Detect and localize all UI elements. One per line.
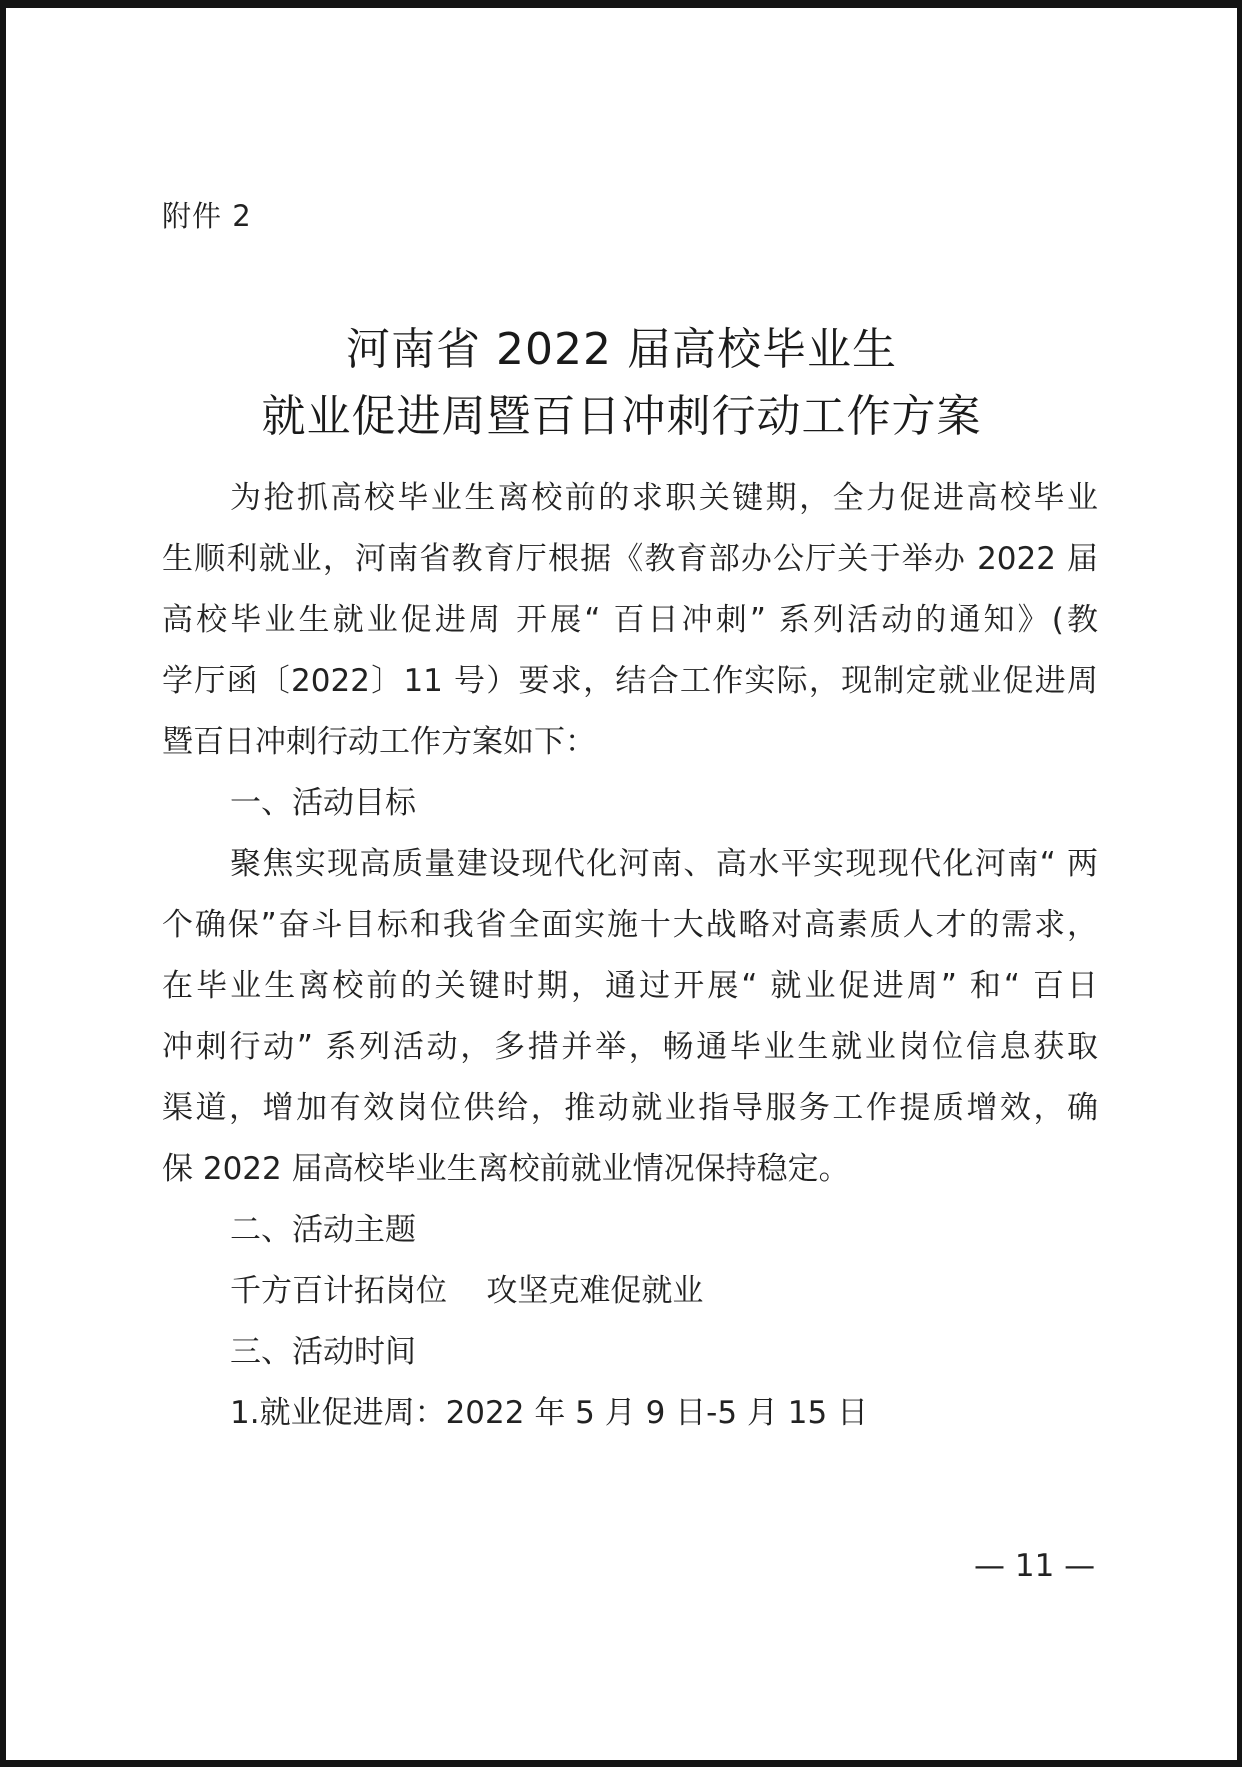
section-3-heading: 三、活动时间 (230, 1334, 416, 1370)
document-title-line-1: 河南省 2022 届高校毕业生 (346, 324, 897, 375)
section-1-line: 保 2022 届高校毕业生离校前就业情况保持稳定。 (162, 1151, 850, 1187)
intro-line: 高校毕业生就业促进周 开展“ 百日冲刺” 系列活动的通知》(教 (162, 602, 1098, 638)
section-1-paragraph (162, 834, 1098, 1200)
attachment-label: 附件 2 (162, 199, 252, 233)
intro-line: 为抢抓高校毕业生离校前的求职关键期，全力促进高校毕业 (230, 480, 1098, 516)
section-1-line: 渠道，增加有效岗位供给，推动就业指导服务工作提质增效，确 (162, 1090, 1098, 1126)
intro-paragraph (162, 468, 1098, 773)
section-1-line: 个确保”奋斗目标和我省全面实施十大战略对高素质人才的需求， (162, 907, 1098, 943)
section-2-theme: 千方百计拓岗位 攻坚克难促就业 (230, 1273, 704, 1309)
document-page (6, 8, 1237, 1760)
section-1-line: 在毕业生离校前的关键时期，通过开展“ 就业促进周” 和“ 百日 (162, 968, 1098, 1004)
section-3 (162, 1322, 1098, 1444)
section-2-heading: 二、活动主题 (230, 1212, 416, 1248)
section-2 (162, 1200, 1098, 1322)
intro-line: 生顺利就业，河南省教育厅根据《教育部办公厅关于举办 2022 届 (162, 541, 1098, 577)
section-1-heading: 一、活动目标 (230, 785, 416, 821)
intro-line: 暨百日冲刺行动工作方案如下： (162, 724, 596, 760)
section-1-line: 聚焦实现高质量建设现代化河南、高水平实现现代化河南“ 两 (230, 846, 1098, 882)
section-1-line: 冲刺行动” 系列活动，多措并举，畅通毕业生就业岗位信息获取 (162, 1029, 1098, 1065)
document-title-line-2: 就业促进周暨百日冲刺行动工作方案 (261, 391, 982, 442)
section-1 (162, 773, 1098, 834)
intro-line: 学厅函〔2022〕11 号）要求，结合工作实际，现制定就业促进周 (162, 663, 1098, 699)
section-3-item-1: 1.就业促进周：2022 年 5 月 9 日-5 月 15 日 (230, 1395, 869, 1431)
page-number: — 11 — (974, 1548, 1096, 1584)
